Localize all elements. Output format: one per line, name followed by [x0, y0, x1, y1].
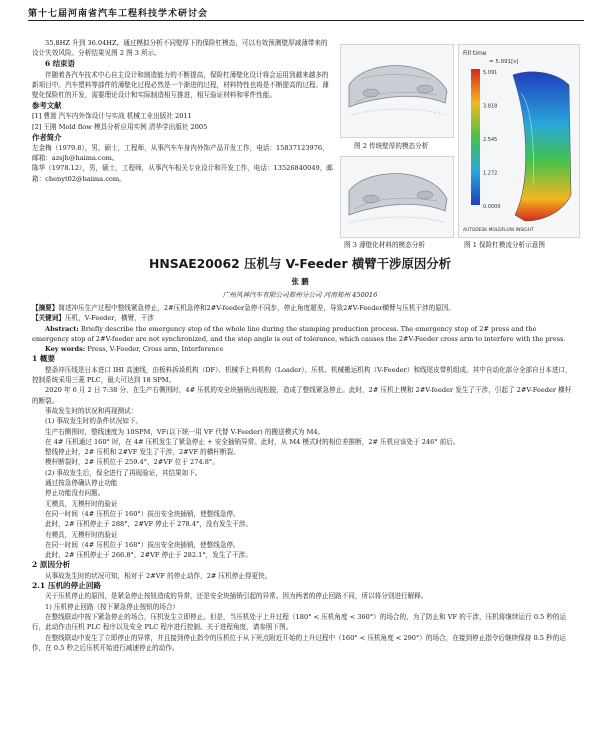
legend-max-value: = 5.091[s]	[489, 59, 519, 65]
figure-1-caption: 图 1 保险杠模流分析示意图	[464, 241, 545, 249]
paper-author: 张 鹏	[291, 277, 309, 286]
abstract-en-text: Briefly describe the emergency stop of the whole line during the stamping production process. The emergency stop of 2# press and the emergency stop of 2#V-feeder are not synchronized, and the stop angle is out of tolerance, which causes the 2#V-Feeder cross arm to interfere with the press.	[32, 324, 566, 343]
keywords-cn	[32, 313, 574, 323]
legend-tick-label: 3.818	[483, 103, 498, 110]
paper-affiliation: 广州风神汽车有限公司郑州分公司 河南郑州 450016	[222, 291, 378, 299]
section-1-line: 生产右侧围时，整线速度为 10SPM，VF(以下统一用 VF 代替 V-Feeder) 的搬送模式为 M4。	[45, 427, 325, 436]
section-1-line: 模杆断裂时，2# 压机位于 259.4°，2#VF 位于 274.8°。	[45, 458, 219, 467]
keywords-cn-text: 压机，V-Feeder，横臂，干涉	[64, 314, 154, 323]
section-1-line: 在 4# 压机通过 160° 时，在 4# 压机发生了紧急停止 + 安全插销异常。此时，从 M4 模式时的相位差推断，2# 压机应该处于 246° 前后。	[45, 437, 460, 446]
section-6-heading: 6 结束语	[45, 59, 75, 69]
figure-3-image	[340, 156, 454, 238]
section-1-line: 在同一时间（4# 压机位于 168°）拔出安全块插销，使整线急停。	[45, 540, 240, 549]
reference-1: [1] 曹渡 汽车内外饰设计与实战 机械工业出版社 2011	[32, 112, 192, 121]
section-1-line: 停止功能没有问题。	[45, 489, 105, 498]
section-2-heading: 2 原因分析	[32, 560, 71, 570]
software-label: AUTODESK MOLDFLOW INSIGHT	[463, 228, 534, 233]
legend-tick-label: 5.091	[483, 70, 498, 76]
section-1-line: 事故发生时的状况和再现测试：	[45, 406, 138, 415]
legend-tick-label: 2.545	[483, 137, 498, 143]
figure-2-caption: 图 2 传统壁厚的模态分析	[354, 142, 429, 150]
section-1-line: (2) 事故发生后，保全进行了再现验证，其结果如下。	[45, 468, 202, 477]
section-1-line: 通过按急停确认停止功能	[45, 479, 118, 488]
section-1-paragraph-2: 2020 年 6 月 2 日 7:38 分，在生产右侧围时，4# 压机的安全块插销出现松脱，造成了整线紧急停止。此时，2# 压机上模和 2#V-feeder 发生了干涉，引起了 2#V-Feeder 横杆的断裂。	[32, 386, 572, 405]
section-1-line: 整线停止时，2# 压机和 2#VF 发生了干涉，2#VF 的横杆断裂。	[45, 448, 240, 457]
section-2-paragraph: 从事故发生时的状况可知，相对于 2#VF 的停止动作，2# 压机停止得更快。	[45, 571, 272, 580]
previous-article-column	[32, 38, 334, 184]
section-1-paragraph-1: 整条冲压线是日本进口 IHI 高速线，由板料拆垛机构（DF）、机械手上料机构（Loader）、压机、机械搬运机构（V-Feeder）和线尾皮带机组成。其中自动化部分全部自日本进口，控制系统采用三菱 PLC，最大可达到 18 SPM。	[32, 365, 572, 385]
legend-title: Fill time	[463, 50, 487, 57]
section-1-heading: 1 概要	[32, 354, 56, 364]
references-heading: 参考文献	[32, 101, 62, 111]
section-2-1-list-item: 1) 压机停止回路（按下紧急停止按钮的场合）	[45, 602, 180, 611]
keywords-cn-label: 【关键词】	[32, 314, 65, 323]
section-1-line: 在同一时间（4# 压机位于 160°）拔出安全块插销，使整线急停。	[45, 509, 240, 518]
abstract-en	[32, 324, 574, 345]
section-2-1-heading: 2.1 压机的停止回路	[32, 581, 102, 591]
legend-tick-label: 1.272	[483, 170, 498, 177]
section-1-line: 此时，2# 压机停止于 288°，2#VF 停止于 278.4°，没有发生干涉。	[45, 520, 253, 529]
section-1-line: 有模具，无模杆时的验证	[45, 530, 118, 539]
keywords-en-text: Press, V-Feeder, Cross arm, Interference	[87, 345, 224, 354]
keywords-en-label: Key words:	[45, 345, 86, 354]
running-head: 第十七届河南省汽车工程科技学术研讨会	[28, 9, 209, 19]
section-2-1-paragraph-2: 在整线联动中按下紧急停止的场合，压机发生立即停止。但是，当压机处于上升过程（180° < 压机角度 < 360°）的场合的，为了防止和 VF 的干涉，压机将继续运行 0.5 秒的运行，此动作由压机 PLC 程序以及安全 PLC 程序进行控制。关于进程角度，请参照下图。	[32, 612, 567, 632]
author-bio-1: 左金梅（1979.8），男，硕士，工程师，从事汽车车身内外饰产品开发工作，电话：15837123976，邮箱：azsjh@haima.com。	[32, 144, 329, 163]
figure-2-image	[340, 44, 454, 138]
abstract-cn	[32, 303, 574, 313]
bumper-shape	[349, 66, 447, 107]
section-1-line: 此时，2# 压机停止于 266.8°，2#VF 停止于 282.1°，发生了干涉。	[45, 551, 252, 560]
reference-2: [2] 王刚 Mold flow 模具分析应用实例 清华学出版社 2005	[32, 122, 208, 131]
section-1-line: 无模具，无模杆时的验证	[45, 499, 118, 508]
legend-tick-label: 0.0000	[483, 204, 501, 210]
abstract-cn-text: 简述冲压生产过程中整线紧急停止，2#压机急停和2#V-feeder急停不同步，停止角度超差，导致2#V-Feeder横臂与压机干涉的原因。	[58, 304, 456, 312]
section-1-line: (1) 事故发生时的条件状况如下。	[45, 417, 143, 426]
figure-3-caption: 图 3 薄壁化材料的模态分析	[344, 241, 425, 249]
section-2-1-paragraph-3: 在整线联动中发生了立即停止的异常，并且接到停止指令的压机位于从下死点附近开始的上升过程中（160° < 压机角度 < 290°）的场合，在接到停止指令后继续保持 0.5 秒的运作，在 0.5 秒之后压机开始进行减速停止的动作。	[32, 633, 566, 652]
abstract-en-label: Abstract:	[45, 324, 79, 333]
analysis-paragraph: 35.8HZ 升到 36.04HZ。通过模拟分析不同壁厚下的保险杠模态，可以有效预测壁厚减薄带来的设计失效风险。分析结果见图 2 图 3 所示。	[32, 39, 328, 58]
header-rule	[28, 20, 584, 21]
abstract-cn-label: 【摘要】	[32, 304, 59, 312]
author-bio-2: 陈华（1978.12），男，硕士，工程师，从事汽车相关专业设计和开发工作，电话：13526840049，邮箱：chenyt02@haima.com。	[32, 164, 333, 183]
conclusion-paragraph: 伴随着各汽车技术中心自主设计和制造能力的不断提高，保险杠薄壁化设计将会运用到越来越多的新项目中。汽车塑料等部件的薄壁化过程必然是一个渐进的过程，材料特性也将是不断提高的过程。薄壁化保险杠的开发，需要理论设计和实际制造相互推进，相互验证材料和零件性能。	[32, 70, 329, 100]
paper-title: HNSAE20062 压机与 V-Feeder 横臂干涉原因分析	[148, 256, 452, 271]
legend-color-bar	[471, 69, 480, 205]
section-2-1-paragraph-1: 关于压机停止的原因，是紧急停止按钮造成的异常，还是安全块插销引起的异常。因为两者的停止回路不同，所以将分别进行解释。	[45, 592, 428, 601]
paper-body	[32, 303, 574, 653]
figure-1-image	[458, 44, 580, 238]
legend-ticks	[483, 70, 501, 210]
author-bio-heading: 作者简介	[32, 132, 62, 142]
keywords-en	[32, 344, 574, 354]
